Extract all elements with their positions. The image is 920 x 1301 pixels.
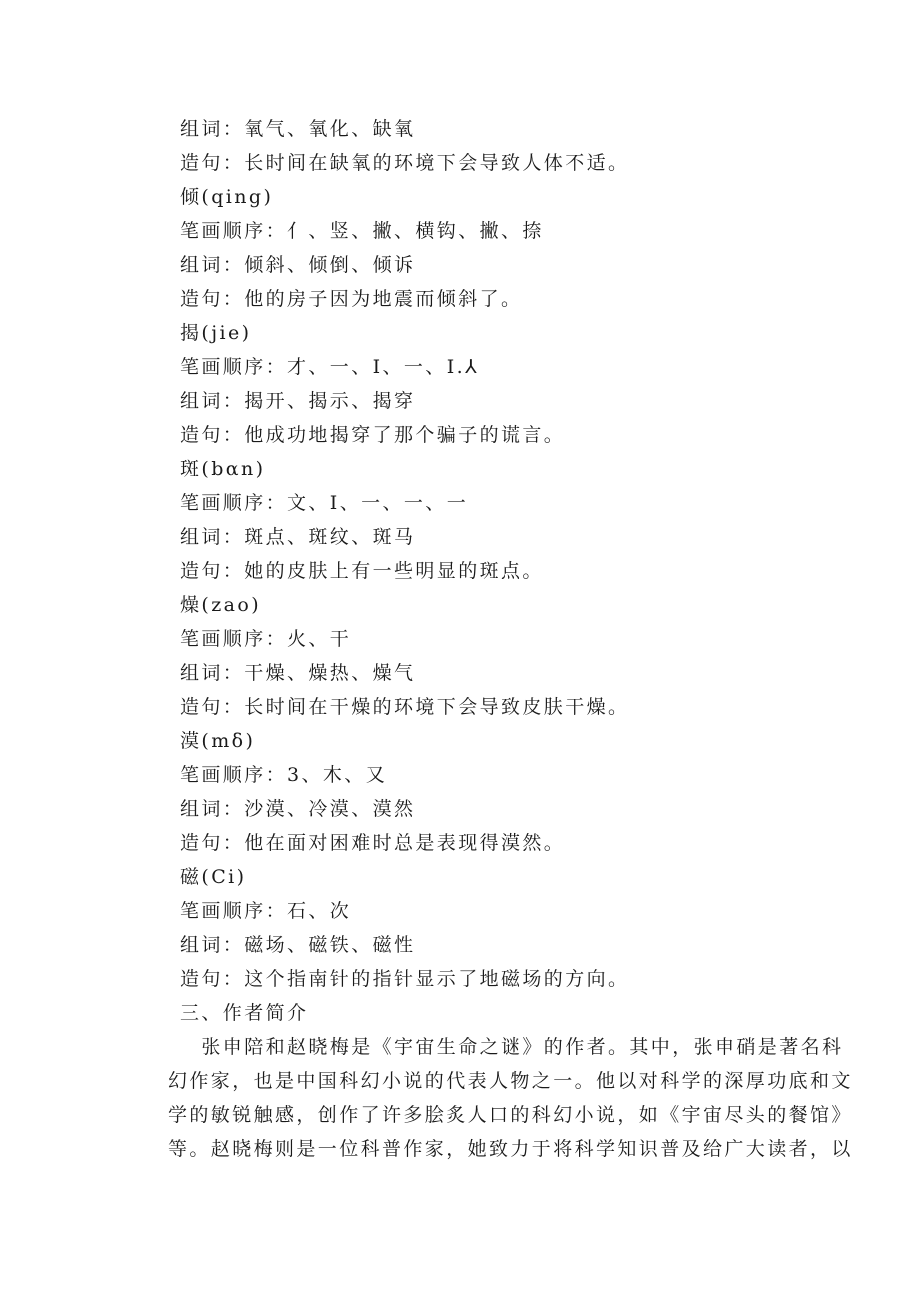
text-line: 组词：倾斜、倾倒、倾诉 <box>180 254 416 276</box>
author-bio-paragraph <box>168 1030 853 1166</box>
text-line: 笔画顺序：火、干 <box>180 628 352 650</box>
character-heading: 燥(zao) <box>180 594 262 616</box>
character-heading: 漠(mδ) <box>180 730 256 752</box>
text-line: 造句：他在面对困难时总是表现得漠然。 <box>180 832 566 854</box>
character-heading: 揭(jie) <box>180 322 252 344</box>
text-line: 造句：长时间在缺氧的环境下会导致人体不适。 <box>180 152 630 174</box>
character-heading: 斑(bαn) <box>180 458 266 480</box>
bio-line: 张申陪和赵晓梅是《宇宙生命之谜》的作者。其中，张申硝是著名科 <box>180 1036 844 1058</box>
text-line: 组词：沙漠、冷漠、漠然 <box>180 798 416 820</box>
text-line: 造句：他的房子因为地震而倾斜了。 <box>180 288 523 310</box>
text-line: 组词：磁场、磁铁、磁性 <box>180 934 416 956</box>
character-heading: 倾(qing) <box>180 186 274 208</box>
text-line: 造句：他成功地揭穿了那个骗子的谎言。 <box>180 424 566 446</box>
text-line: 笔画顺序：才、一、I、一、I.⅄ <box>180 356 480 378</box>
text-line: 组词：揭开、揭示、揭穿 <box>180 390 416 412</box>
text-line: 组词：氧气、氧化、缺氧 <box>180 118 416 140</box>
text-line: 笔画顺序：3、木、又 <box>180 764 388 786</box>
bio-line: 学的敏锐触感，创作了许多脍炙人口的科幻小说，如《宇宙尽头的餐馆》 <box>168 1104 853 1126</box>
section-heading: 三、作者简介 <box>180 1002 309 1024</box>
text-line: 笔画顺序：文、I、一、一、一 <box>180 492 469 514</box>
bio-line: 等。赵晓梅则是一位科普作家，她致力于将科学知识普及给广大读者，以 <box>168 1138 853 1160</box>
text-line: 笔画顺序：石、次 <box>180 900 352 922</box>
text-line: 笔画顺序：亻、竖、撇、横钩、撇、捺 <box>180 220 544 242</box>
character-study-list <box>180 112 800 1030</box>
text-line: 造句：长时间在干燥的环境下会导致皮肤干燥。 <box>180 696 630 718</box>
text-line: 组词：斑点、斑纹、斑马 <box>180 526 416 548</box>
character-heading: 磁(Ci) <box>180 866 247 888</box>
bio-line: 幻作家，也是中国科幻小说的代表人物之一。他以对科学的深厚功底和文 <box>168 1070 853 1092</box>
text-line: 造句：她的皮肤上有一些明显的斑点。 <box>180 560 544 582</box>
text-line: 组词：干燥、燥热、燥气 <box>180 662 416 684</box>
text-line: 造句：这个指南针的指针显示了地磁场的方向。 <box>180 968 630 990</box>
